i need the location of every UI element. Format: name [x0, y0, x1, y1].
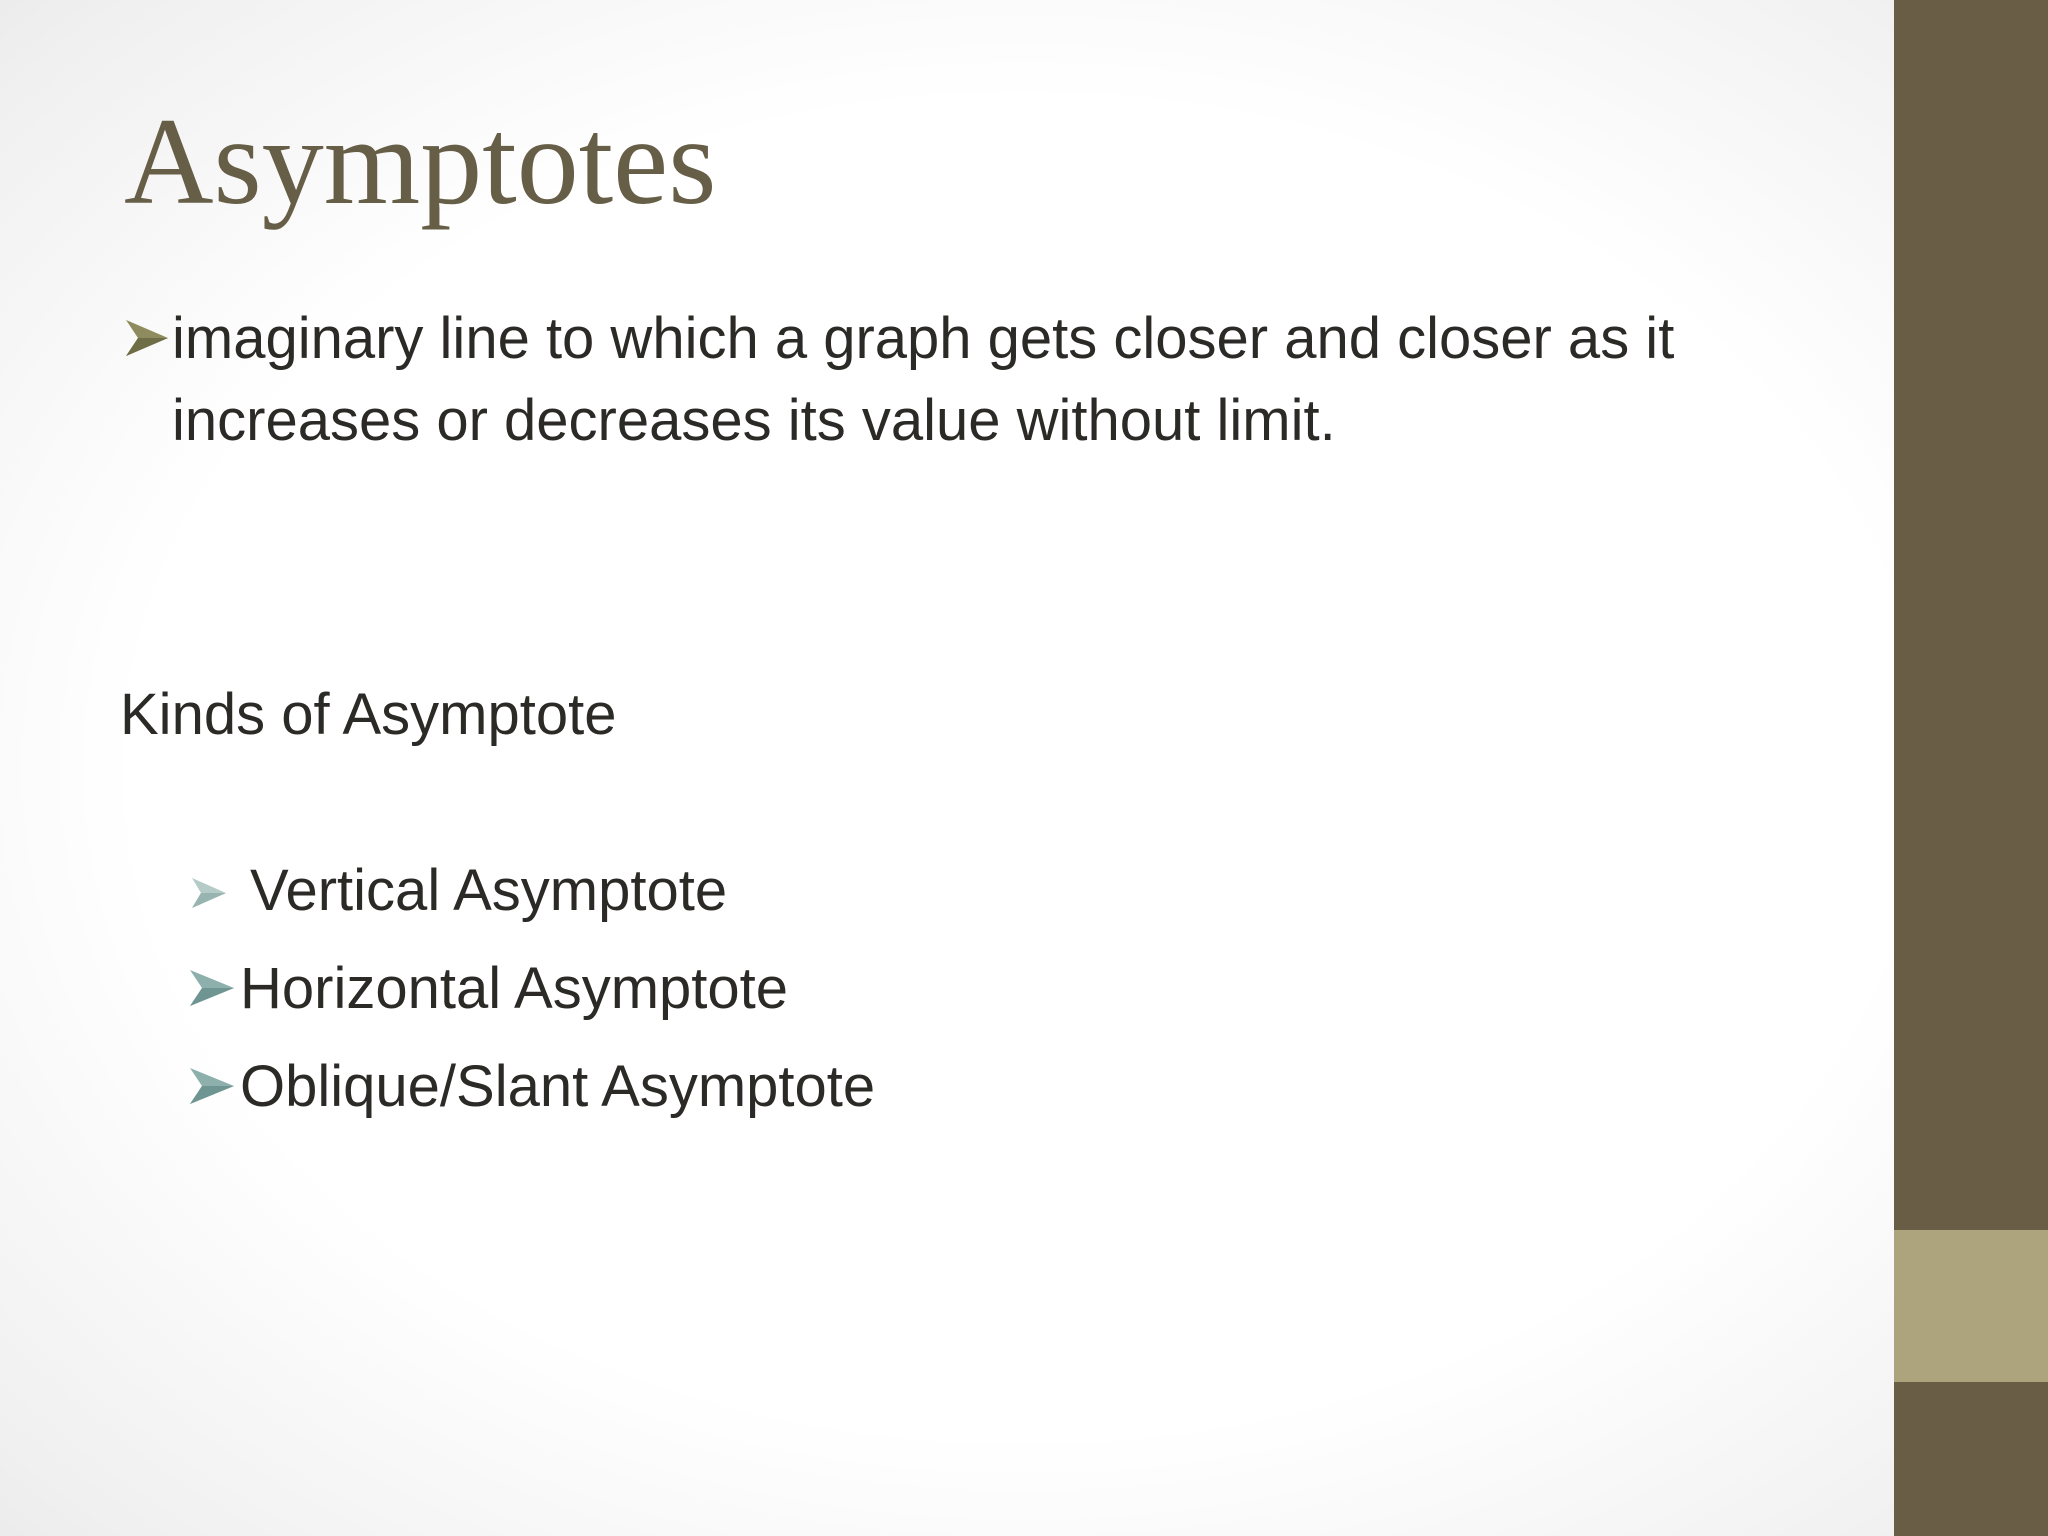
arrowhead-bullet-icon [188, 948, 236, 1030]
arrowhead-bullet-icon [124, 298, 170, 380]
kinds-list [188, 850, 875, 1144]
kind-label: Horizontal Asymptote [240, 956, 789, 1021]
slide-title: Asymptotes [124, 93, 717, 230]
definition-bullet-point [124, 298, 1804, 462]
list-item [188, 850, 875, 948]
list-item [188, 1046, 875, 1144]
definition-text: imaginary line to which a graph gets closer and closer as it increases or decreases its value without limit. [172, 306, 1675, 453]
kind-label: Vertical Asymptote [250, 858, 728, 923]
kinds-heading: Kinds of Asymptote [120, 682, 617, 747]
side-accent-block [1894, 1230, 2048, 1382]
arrowhead-bullet-icon [188, 850, 236, 932]
list-item [188, 948, 875, 1046]
arrowhead-bullet-icon [188, 1046, 236, 1128]
kind-label: Oblique/Slant Asymptote [240, 1054, 876, 1119]
